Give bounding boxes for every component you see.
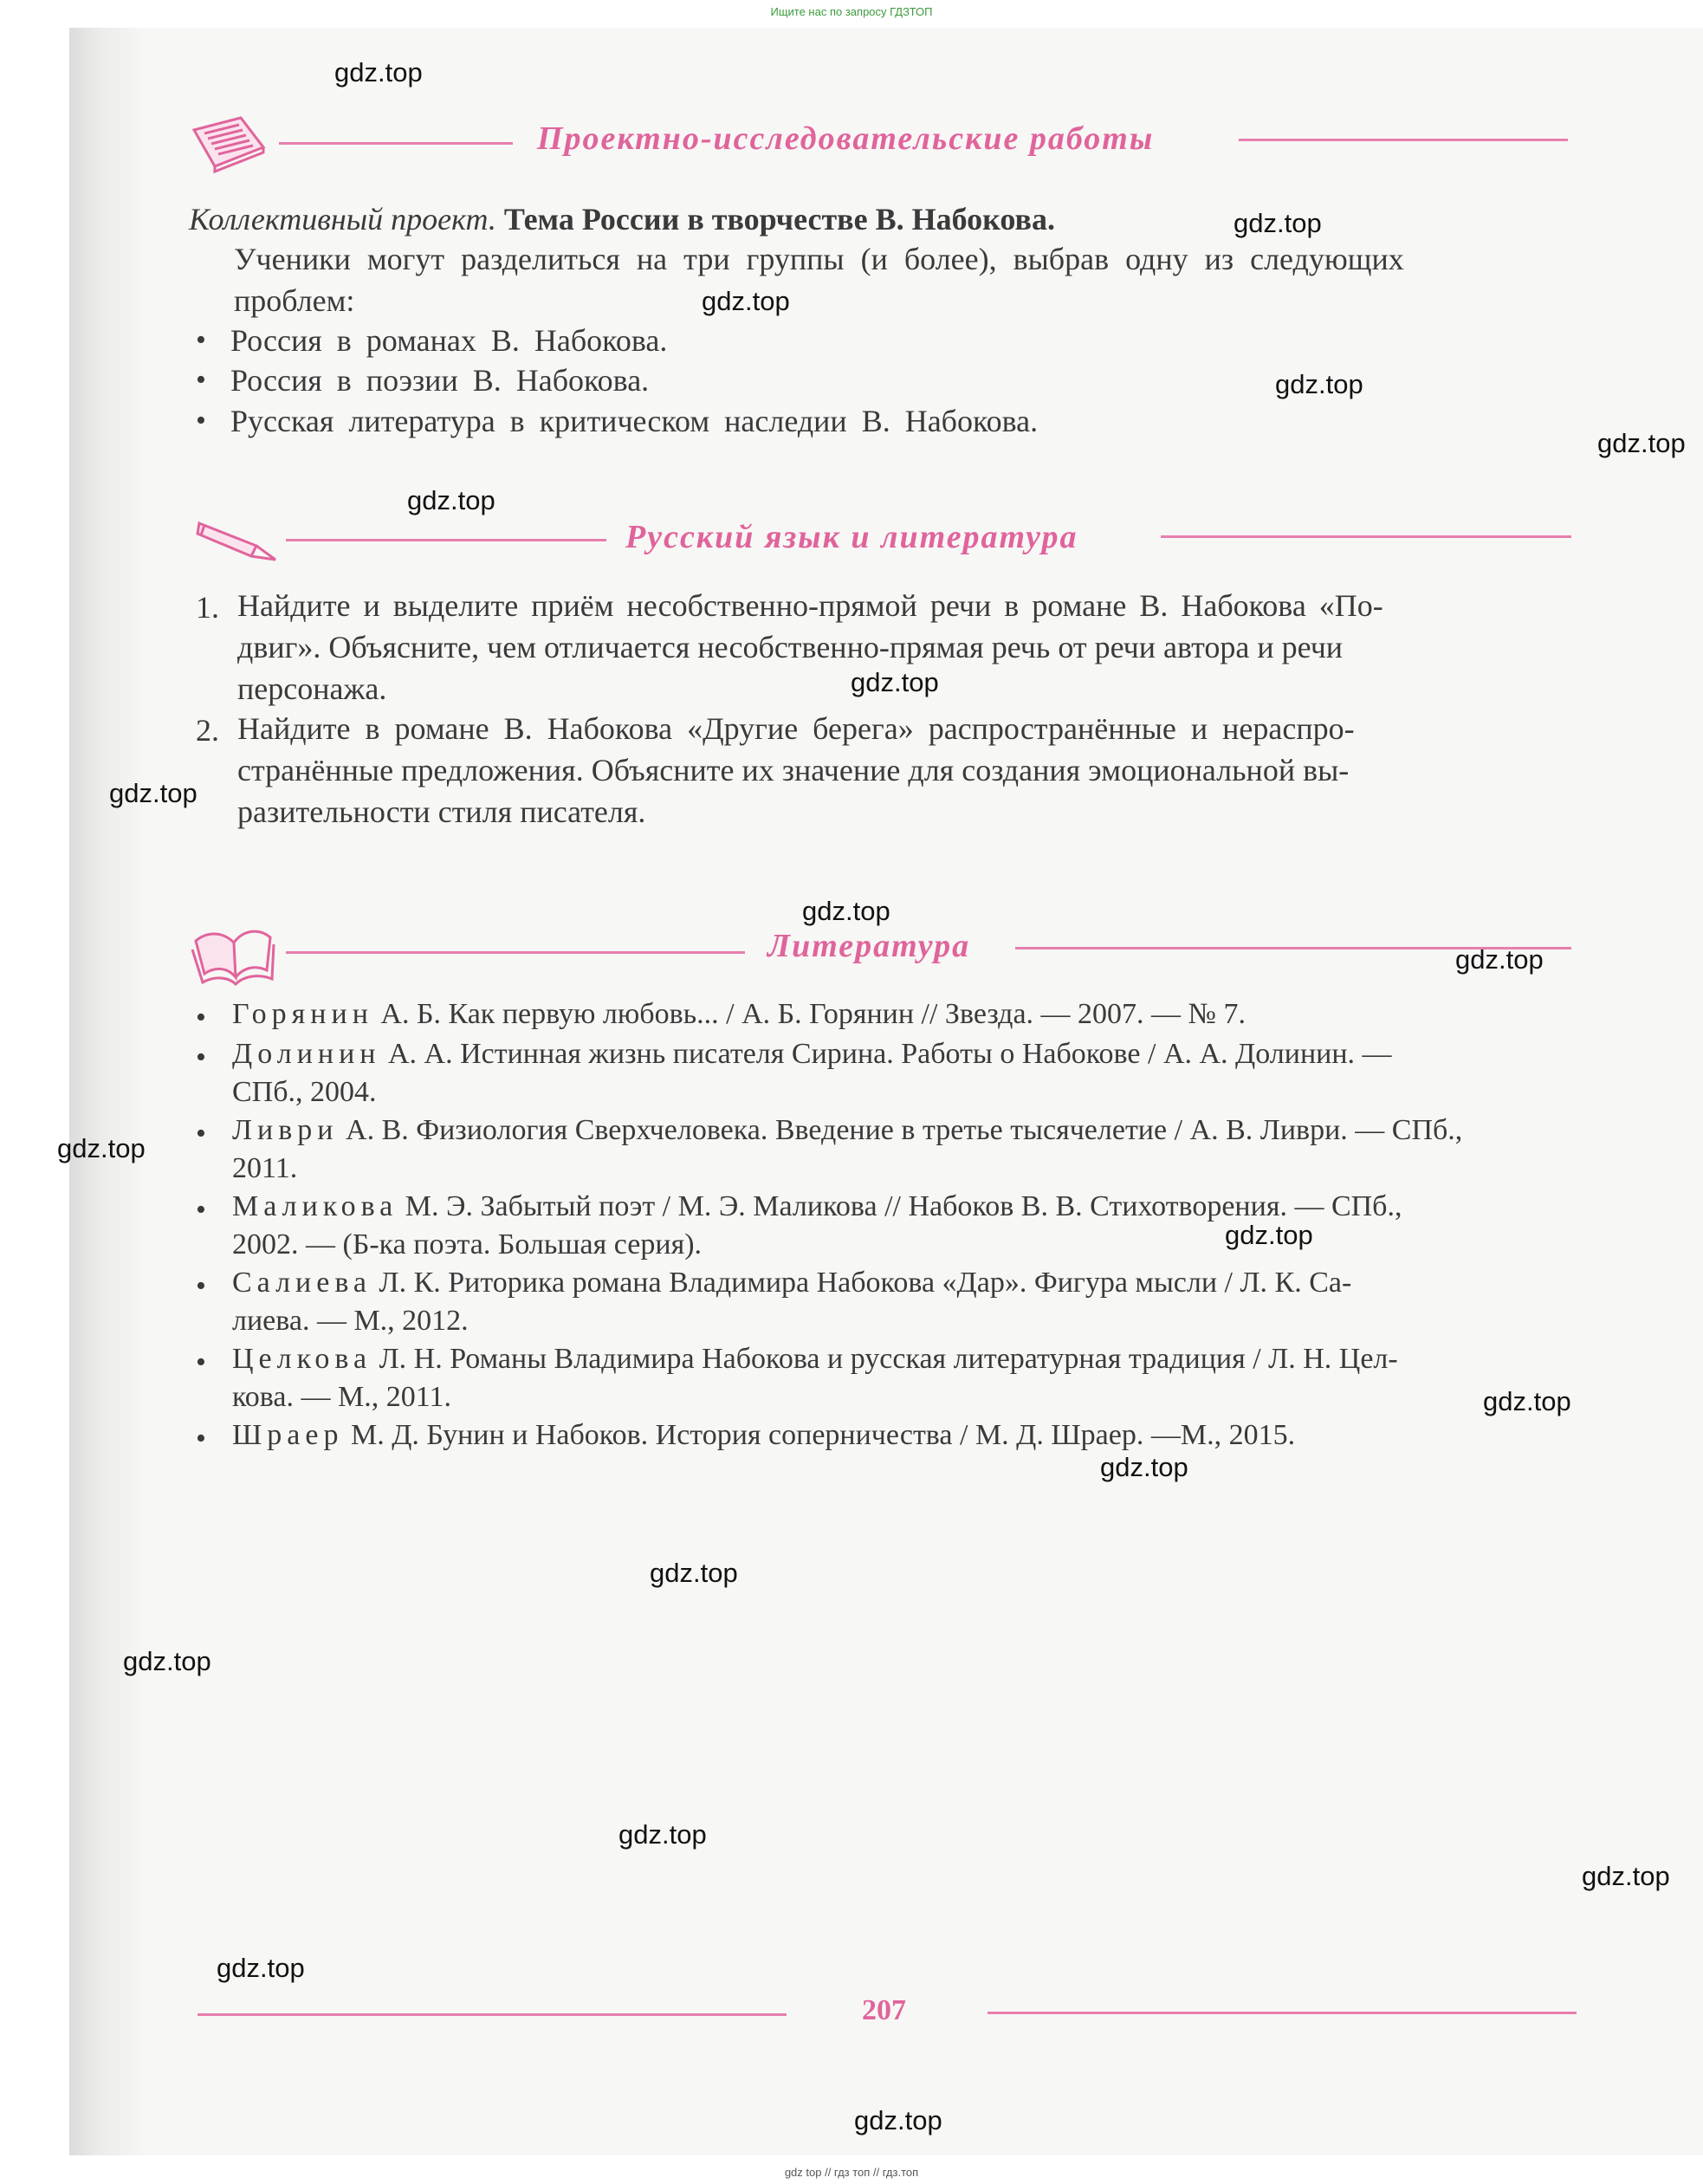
project-heading xyxy=(189,201,1055,237)
project-topic: Тема России в творчестве В. Набокова. xyxy=(503,202,1055,237)
ref-author: Ливри xyxy=(232,1114,339,1146)
watermark-text: gdz.top xyxy=(334,57,423,87)
watermark-text: gdz.top xyxy=(1275,369,1363,399)
bullet-icon: • xyxy=(196,324,206,356)
watermark-text: gdz.top xyxy=(1225,1220,1313,1250)
ref-author: Шраер xyxy=(232,1419,344,1451)
project-text-line: проблем: xyxy=(234,283,355,318)
ref-text: 2002. — (Б-ка поэта. Большая серия). xyxy=(232,1228,703,1260)
watermark-text: gdz.top xyxy=(1597,428,1686,458)
ref-text: А. Б. Как первую любовь... / А. Б. Горянин // Звезда. — 2007. — № 7. xyxy=(380,998,1246,1030)
ref-text: Л. К. Риторика романа Владимира Набокова «Дар». Фигура мысли / Л. К. Са- xyxy=(379,1267,1352,1299)
ref-author: Салиева xyxy=(232,1267,372,1299)
watermark-text: gdz.top xyxy=(650,1558,738,1588)
bullet-icon: • xyxy=(196,1118,206,1150)
section-rule-right xyxy=(1239,139,1568,141)
project-label: Коллективный проект. xyxy=(189,202,496,237)
page-binding-shadow xyxy=(69,28,147,2155)
task-line: разительности стиля писателя. xyxy=(237,794,646,829)
reference-line xyxy=(232,1419,1295,1452)
watermark-text: gdz.top xyxy=(702,286,790,316)
task-line: Найдите и выделите приём несобственно-прямой речи в романе В. Набокова «По- xyxy=(237,588,1383,623)
section-title-language: Русский язык и литература xyxy=(625,519,1078,555)
ref-text: СПб., 2004. xyxy=(232,1076,377,1108)
page-number: 207 xyxy=(862,1994,906,2026)
bottom-site-note[interactable]: gdz top // гдз топ // гдз.топ xyxy=(784,2166,919,2179)
watermark-text: gdz.top xyxy=(123,1646,211,1676)
section-rule-left xyxy=(286,951,745,954)
ref-text: А. В. Физиология Сверхчеловека. Введение в третье тысячелетие / А. В. Ливри. — СПб., xyxy=(346,1114,1463,1146)
watermark-text: gdz.top xyxy=(618,1819,707,1850)
ref-text: Л. Н. Романы Владимира Набокова и русская литературная традиция / Л. Н. Цел- xyxy=(379,1343,1398,1375)
ref-author: Долинин xyxy=(232,1038,381,1070)
section-title-literature: Литература xyxy=(767,928,971,964)
bullet-icon: • xyxy=(196,1423,206,1455)
watermark-text: gdz.top xyxy=(407,485,495,515)
notebook-icon xyxy=(189,113,269,175)
bullet-icon: • xyxy=(196,1194,206,1226)
task-number: 1. xyxy=(196,590,219,625)
watermark-text: gdz.top xyxy=(1455,944,1544,975)
footer-rule-right xyxy=(987,2012,1577,2014)
open-book-icon xyxy=(191,925,277,989)
section-title-project: Проектно-исследовательские работы xyxy=(537,120,1155,157)
watermark-text: gdz.top xyxy=(854,2105,942,2135)
task-number: 2. xyxy=(196,713,219,748)
project-text-line: Ученики могут разделиться на три группы (и более), выбрав одну из следующих xyxy=(234,242,1404,276)
task-line: персонажа. xyxy=(237,671,387,706)
reference-line xyxy=(232,1114,1462,1147)
project-item: Россия в поэзии В. Набокова. xyxy=(230,363,650,398)
ref-author: Целкова xyxy=(232,1343,372,1375)
bullet-icon: • xyxy=(196,364,206,396)
bullet-icon: • xyxy=(196,1346,206,1378)
ref-text: 2011. xyxy=(232,1152,298,1184)
ref-text: М. Э. Забытый поэт / М. Э. Маликова // Набоков В. В. Стихотворения. — СПб., xyxy=(405,1190,1402,1222)
ref-text: лиева. — М., 2012. xyxy=(232,1305,469,1337)
reference-line xyxy=(232,1190,1402,1223)
section-rule-right xyxy=(1161,535,1571,538)
ref-author: Горянин xyxy=(232,998,373,1030)
bullet-icon: • xyxy=(196,405,206,437)
watermark-text: gdz.top xyxy=(109,778,197,808)
watermark-text: gdz.top xyxy=(1234,208,1322,238)
watermark-text: gdz.top xyxy=(1100,1452,1188,1482)
task-line: двиг». Объясните, чем отличается несобственно-прямая речь от речи автора и речи xyxy=(237,630,1344,664)
footer-rule-left xyxy=(197,2013,787,2016)
watermark-text: gdz.top xyxy=(217,1953,305,1983)
reference-line xyxy=(232,998,1246,1031)
ref-author: Маликова xyxy=(232,1190,398,1222)
reference-line xyxy=(232,1267,1351,1299)
project-item: Россия в романах В. Набокова. xyxy=(230,323,668,358)
ref-text: А. А. Истинная жизнь писателя Сирина. Работы о Набокове / А. А. Долинин. — xyxy=(388,1038,1392,1070)
bullet-icon: • xyxy=(196,1001,206,1034)
watermark-text: gdz.top xyxy=(1483,1386,1571,1416)
section-rule-left xyxy=(279,142,513,145)
reference-line xyxy=(232,1038,1392,1071)
watermark-text: gdz.top xyxy=(851,667,939,697)
pencil-icon xyxy=(196,516,282,565)
watermark-text: gdz.top xyxy=(1582,1861,1670,1891)
top-site-note[interactable]: Ищите нас по запросу ГДЗТОП xyxy=(770,5,933,18)
reference-line xyxy=(232,1343,1398,1376)
watermark-text: gdz.top xyxy=(802,896,890,926)
ref-text: кова. — М., 2011. xyxy=(232,1381,451,1413)
bullet-icon: • xyxy=(196,1041,206,1073)
task-line: странённые предложения. Объясните их значение для создания эмоциональной вы- xyxy=(237,753,1350,787)
watermark-text: gdz.top xyxy=(57,1133,146,1163)
project-item: Русская литература в критическом наследии В. Набокова. xyxy=(230,404,1039,438)
section-rule-left xyxy=(286,539,606,541)
task-line: Найдите в романе В. Набокова «Другие берега» распространённые и нераспро- xyxy=(237,711,1355,746)
ref-text: М. Д. Бунин и Набоков. История соперничества / М. Д. Шраер. —М., 2015. xyxy=(350,1419,1296,1451)
bullet-icon: • xyxy=(196,1270,206,1302)
